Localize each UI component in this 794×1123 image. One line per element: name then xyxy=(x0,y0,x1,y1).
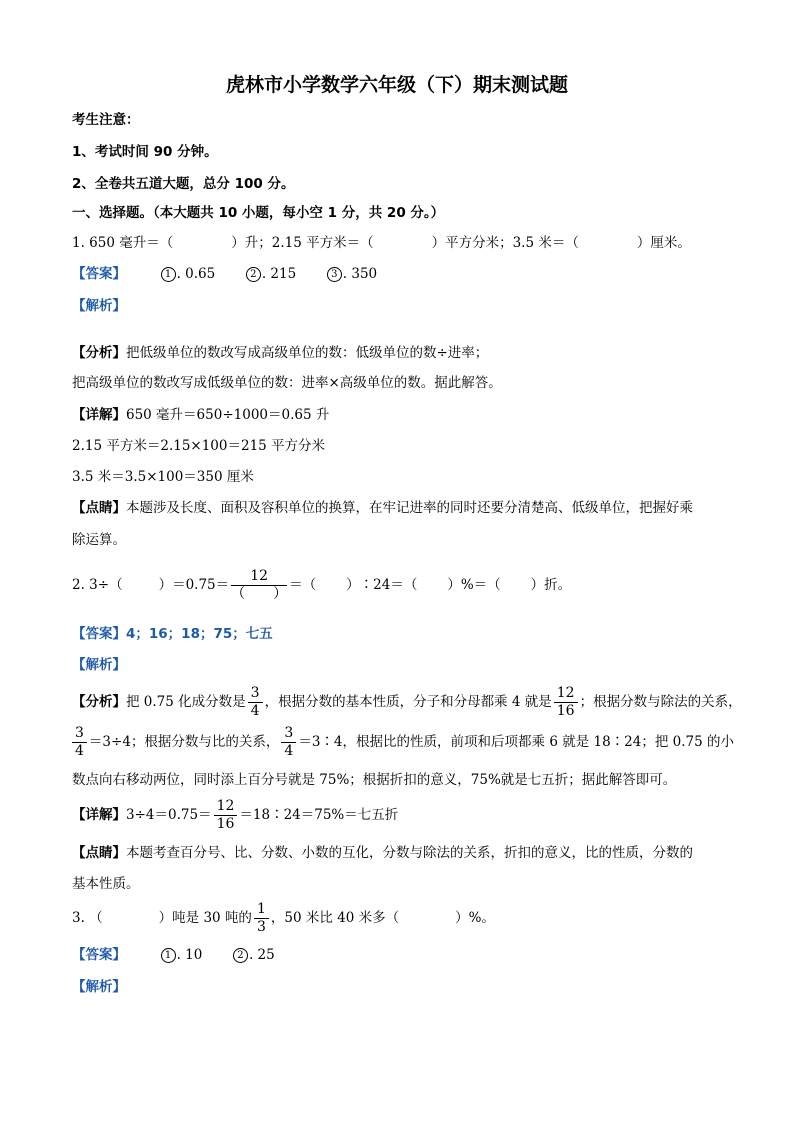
answer-1: 【答案】 1 . 0.65 2 . 215 3 . 350 xyxy=(72,266,378,282)
notice-item-1: 1、考试时间 90 分钟。 xyxy=(72,144,218,160)
detail-2: 【详解】3÷4＝0.75＝ $\frac{12}{16}$ ＝18∶24＝75%＝七五折 xyxy=(72,798,399,832)
fenxi-2: 【分析】把 0.75 化成分数是 $\frac{3}{4}$ ，根据分数的基本性质，分子和分母都乘 4 就是 $\frac{12}{16}$ ；根据分数与除法的关系， xyxy=(72,685,742,719)
section-heading: 一、选择题。（本大题共 10 小题，每小空 1 分，共 20 分。） xyxy=(72,205,445,221)
fenxi-1-cont: 把高级单位的数改写成低级单位的数：进率×高级单位的数。据此解答。 xyxy=(72,375,502,391)
circled-number-icon: 2 xyxy=(246,267,261,282)
answer-3: 【答案】 1 . 10 2 . 25 xyxy=(72,947,275,963)
fraction: $\frac{1}{3}$ xyxy=(254,901,269,936)
detail-1: 【详解】650 毫升＝650÷1000＝0.65 升 xyxy=(72,407,330,423)
fraction: $\frac{12}{16}$ xyxy=(554,685,578,720)
fraction: $\frac{12}{( )}$ xyxy=(231,568,288,602)
analysis-tag: 【解析】 xyxy=(72,979,126,995)
comment-2-cont: 基本性质。 xyxy=(72,876,140,892)
question-2: 2. 3÷（ ）＝0.75＝ $\frac{12}{( )}$ ＝（ ）∶24＝（ ）%＝（ ）折。 xyxy=(72,568,572,602)
circled-number-icon: 2 xyxy=(233,948,248,963)
fraction: $\frac{3}{4}$ xyxy=(72,725,87,760)
circled-number-icon: 3 xyxy=(327,267,342,282)
answer-tag: 【答案】 xyxy=(72,266,126,282)
comment-1-cont: 除运算。 xyxy=(72,532,126,548)
notice-heading: 考生注意： xyxy=(72,112,140,128)
question-1: 1. 650 毫升＝（ ）升；2.15 平方米＝（ ）平方分米；3.5 米＝（ ）厘米。 xyxy=(72,235,691,251)
circled-number-icon: 1 xyxy=(161,267,176,282)
notice-item-2: 2、全卷共五道大题，总分 100 分。 xyxy=(72,176,295,192)
page-title: 虎林市小学数学六年级（下）期末测试题 xyxy=(225,74,568,96)
fenxi-2-line3: 数点向右移动两位，同时添上百分号就是 75%；根据折扣的意义，75%就是七五折；据此解答即可。 xyxy=(72,772,677,788)
circled-number-icon: 1 xyxy=(161,948,176,963)
answer-tag: 【答案】 xyxy=(72,947,126,963)
analysis-tag: 【解析】 xyxy=(72,657,126,673)
fenxi-1: 【分析】把低级单位的数改写成高级单位的数：低级单位的数÷进率； xyxy=(72,345,489,361)
comment-1: 【点睛】本题涉及长度、面积及容积单位的换算，在牢记进率的同时还要分清楚高、低级单位，把握好乘 xyxy=(72,500,693,516)
question-3: 3. （ ）吨是 30 吨的 $\frac{1}{3}$ ，50 米比 40 米多（ ）%。 xyxy=(72,901,495,935)
comment-2: 【点睛】本题考查百分号、比、分数、小数的互化，分数与除法的关系，折扣的意义，比的性质，分数的 xyxy=(72,845,693,861)
fraction: $\frac{3}{4}$ xyxy=(281,725,296,760)
detail-1-line2: 2.15 平方米＝2.15×100＝215 平方分米 xyxy=(72,438,326,454)
fenxi-2-line2: $\frac{3}{4}$ ＝3÷4；根据分数与比的关系， $\frac{3}{4}$ ＝3∶4，根据比的性质，前项和后项都乘 6 就是 18∶24；把 0.75 的小 xyxy=(72,722,734,762)
analysis-tag: 【解析】 xyxy=(72,298,126,314)
detail-1-line3: 3.5 米＝3.5×100＝350 厘米 xyxy=(72,469,254,485)
answer-2: 【答案】4；16；18；75；七五 xyxy=(72,626,273,642)
fraction: $\frac{12}{16}$ xyxy=(214,798,238,833)
fraction: $\frac{3}{4}$ xyxy=(248,685,263,720)
